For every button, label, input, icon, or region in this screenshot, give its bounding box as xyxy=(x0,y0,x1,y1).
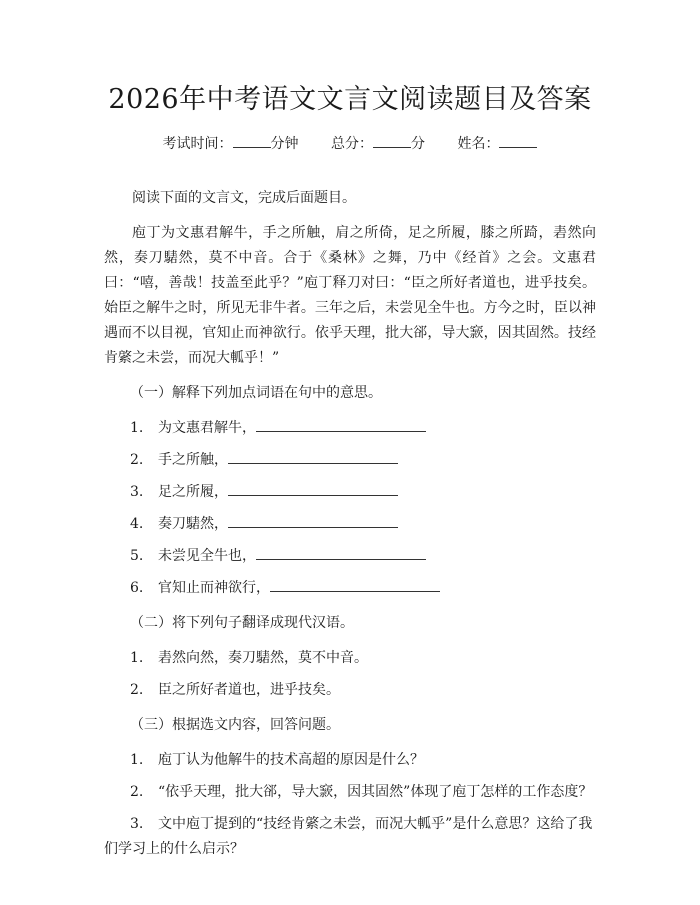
section3-item xyxy=(104,812,596,862)
document-title: 2026年中考语文文言文阅读题目及答案 xyxy=(108,84,592,115)
student-name-blank[interactable] xyxy=(499,135,537,148)
item-text: “依乎天理，批大郤，导大窾，因其固然”体现了庖丁怎样的工作态度？ xyxy=(158,784,593,800)
item-text: 庖丁认为他解牛的技术高超的原因是什么？ xyxy=(158,752,424,768)
item-text: 足之所履， xyxy=(158,484,228,500)
answer-line[interactable] xyxy=(228,481,398,496)
item-text: 臣之所好者道也，进乎技矣。 xyxy=(158,682,340,698)
section1-item xyxy=(104,576,596,601)
exam-info-line xyxy=(104,134,596,154)
section2-item xyxy=(104,678,596,703)
section3-heading: （三）根据选文内容，回答问题。 xyxy=(130,717,340,733)
item-number: 1. xyxy=(130,752,144,768)
exam-time-field xyxy=(163,134,299,154)
exam-time-unit: 分钟 xyxy=(270,136,299,152)
section1-item xyxy=(104,416,596,441)
item-text: 文中庖丁提到的“技经肯綮之未尝，而况大軱乎”是什么意思？这给了我们学习上的什么启示？ xyxy=(104,816,593,857)
item-number: 2. xyxy=(130,682,144,698)
item-text: 未尝见全牛也， xyxy=(158,548,256,564)
section2-item xyxy=(104,646,596,671)
document-body xyxy=(104,186,596,862)
item-text: 手之所触， xyxy=(158,452,228,468)
item-text: 官知止而神欲行， xyxy=(158,580,270,596)
item-number: 4. xyxy=(130,516,144,532)
section3-item xyxy=(104,748,596,773)
total-score-unit: 分 xyxy=(411,136,425,152)
exam-time-label: 考试时间： xyxy=(162,136,233,152)
section1-item xyxy=(104,544,596,569)
total-score-label: 总分： xyxy=(331,136,373,152)
exam-time-blank[interactable] xyxy=(233,135,271,148)
student-name-field xyxy=(457,134,537,154)
answer-line[interactable] xyxy=(256,545,426,560)
item-text: 奏刀騞然， xyxy=(158,516,228,532)
item-text: 砉然向然，奏刀騞然，莫不中音。 xyxy=(158,650,368,666)
section2-heading: （二）将下列句子翻译成现代汉语。 xyxy=(130,615,354,631)
section1-item xyxy=(104,480,596,505)
section3-item xyxy=(104,780,596,805)
section1-heading: （一）解释下列加点词语在句中的意思。 xyxy=(130,385,382,401)
item-text: 为文惠君解牛， xyxy=(158,420,256,436)
classical-passage: 庖丁为文惠君解牛，手之所触，肩之所倚，足之所履，膝之所踦，砉然向然，奏刀騞然，莫不中音。合于《桑林》之舞，乃中《经首》之会。文惠君曰：“嘻，善哉！技盖至此乎？”庖丁释刀对曰：“臣之所好者道也，进乎技矣。始臣之解牛之时，所见无非牛者。三年之后，未尝见全牛也。方今之时，臣以神遇而不以目视，官知止而神欲行。依乎天理，批大郤，导大窾，因其固然。技经肯綮之未尝，而况大軱乎！” xyxy=(104,225,596,366)
item-number: 6. xyxy=(130,580,144,596)
item-number: 3. xyxy=(130,484,144,500)
item-number: 3. xyxy=(130,816,144,832)
answer-line[interactable] xyxy=(228,513,398,528)
total-score-blank[interactable] xyxy=(373,135,411,148)
item-number: 2. xyxy=(130,452,144,468)
item-number: 2. xyxy=(130,784,144,800)
answer-line[interactable] xyxy=(228,449,398,464)
total-score-field xyxy=(331,134,425,154)
student-name-label: 姓名： xyxy=(457,136,500,152)
section1-item xyxy=(104,512,596,537)
item-number: 5. xyxy=(130,548,144,564)
answer-line[interactable] xyxy=(256,417,426,432)
item-number: 1. xyxy=(130,420,144,436)
answer-line[interactable] xyxy=(270,577,440,592)
instruction-text: 阅读下面的文言文，完成后面题目。 xyxy=(132,190,356,206)
item-number: 1. xyxy=(130,650,144,666)
section1-item xyxy=(104,448,596,473)
